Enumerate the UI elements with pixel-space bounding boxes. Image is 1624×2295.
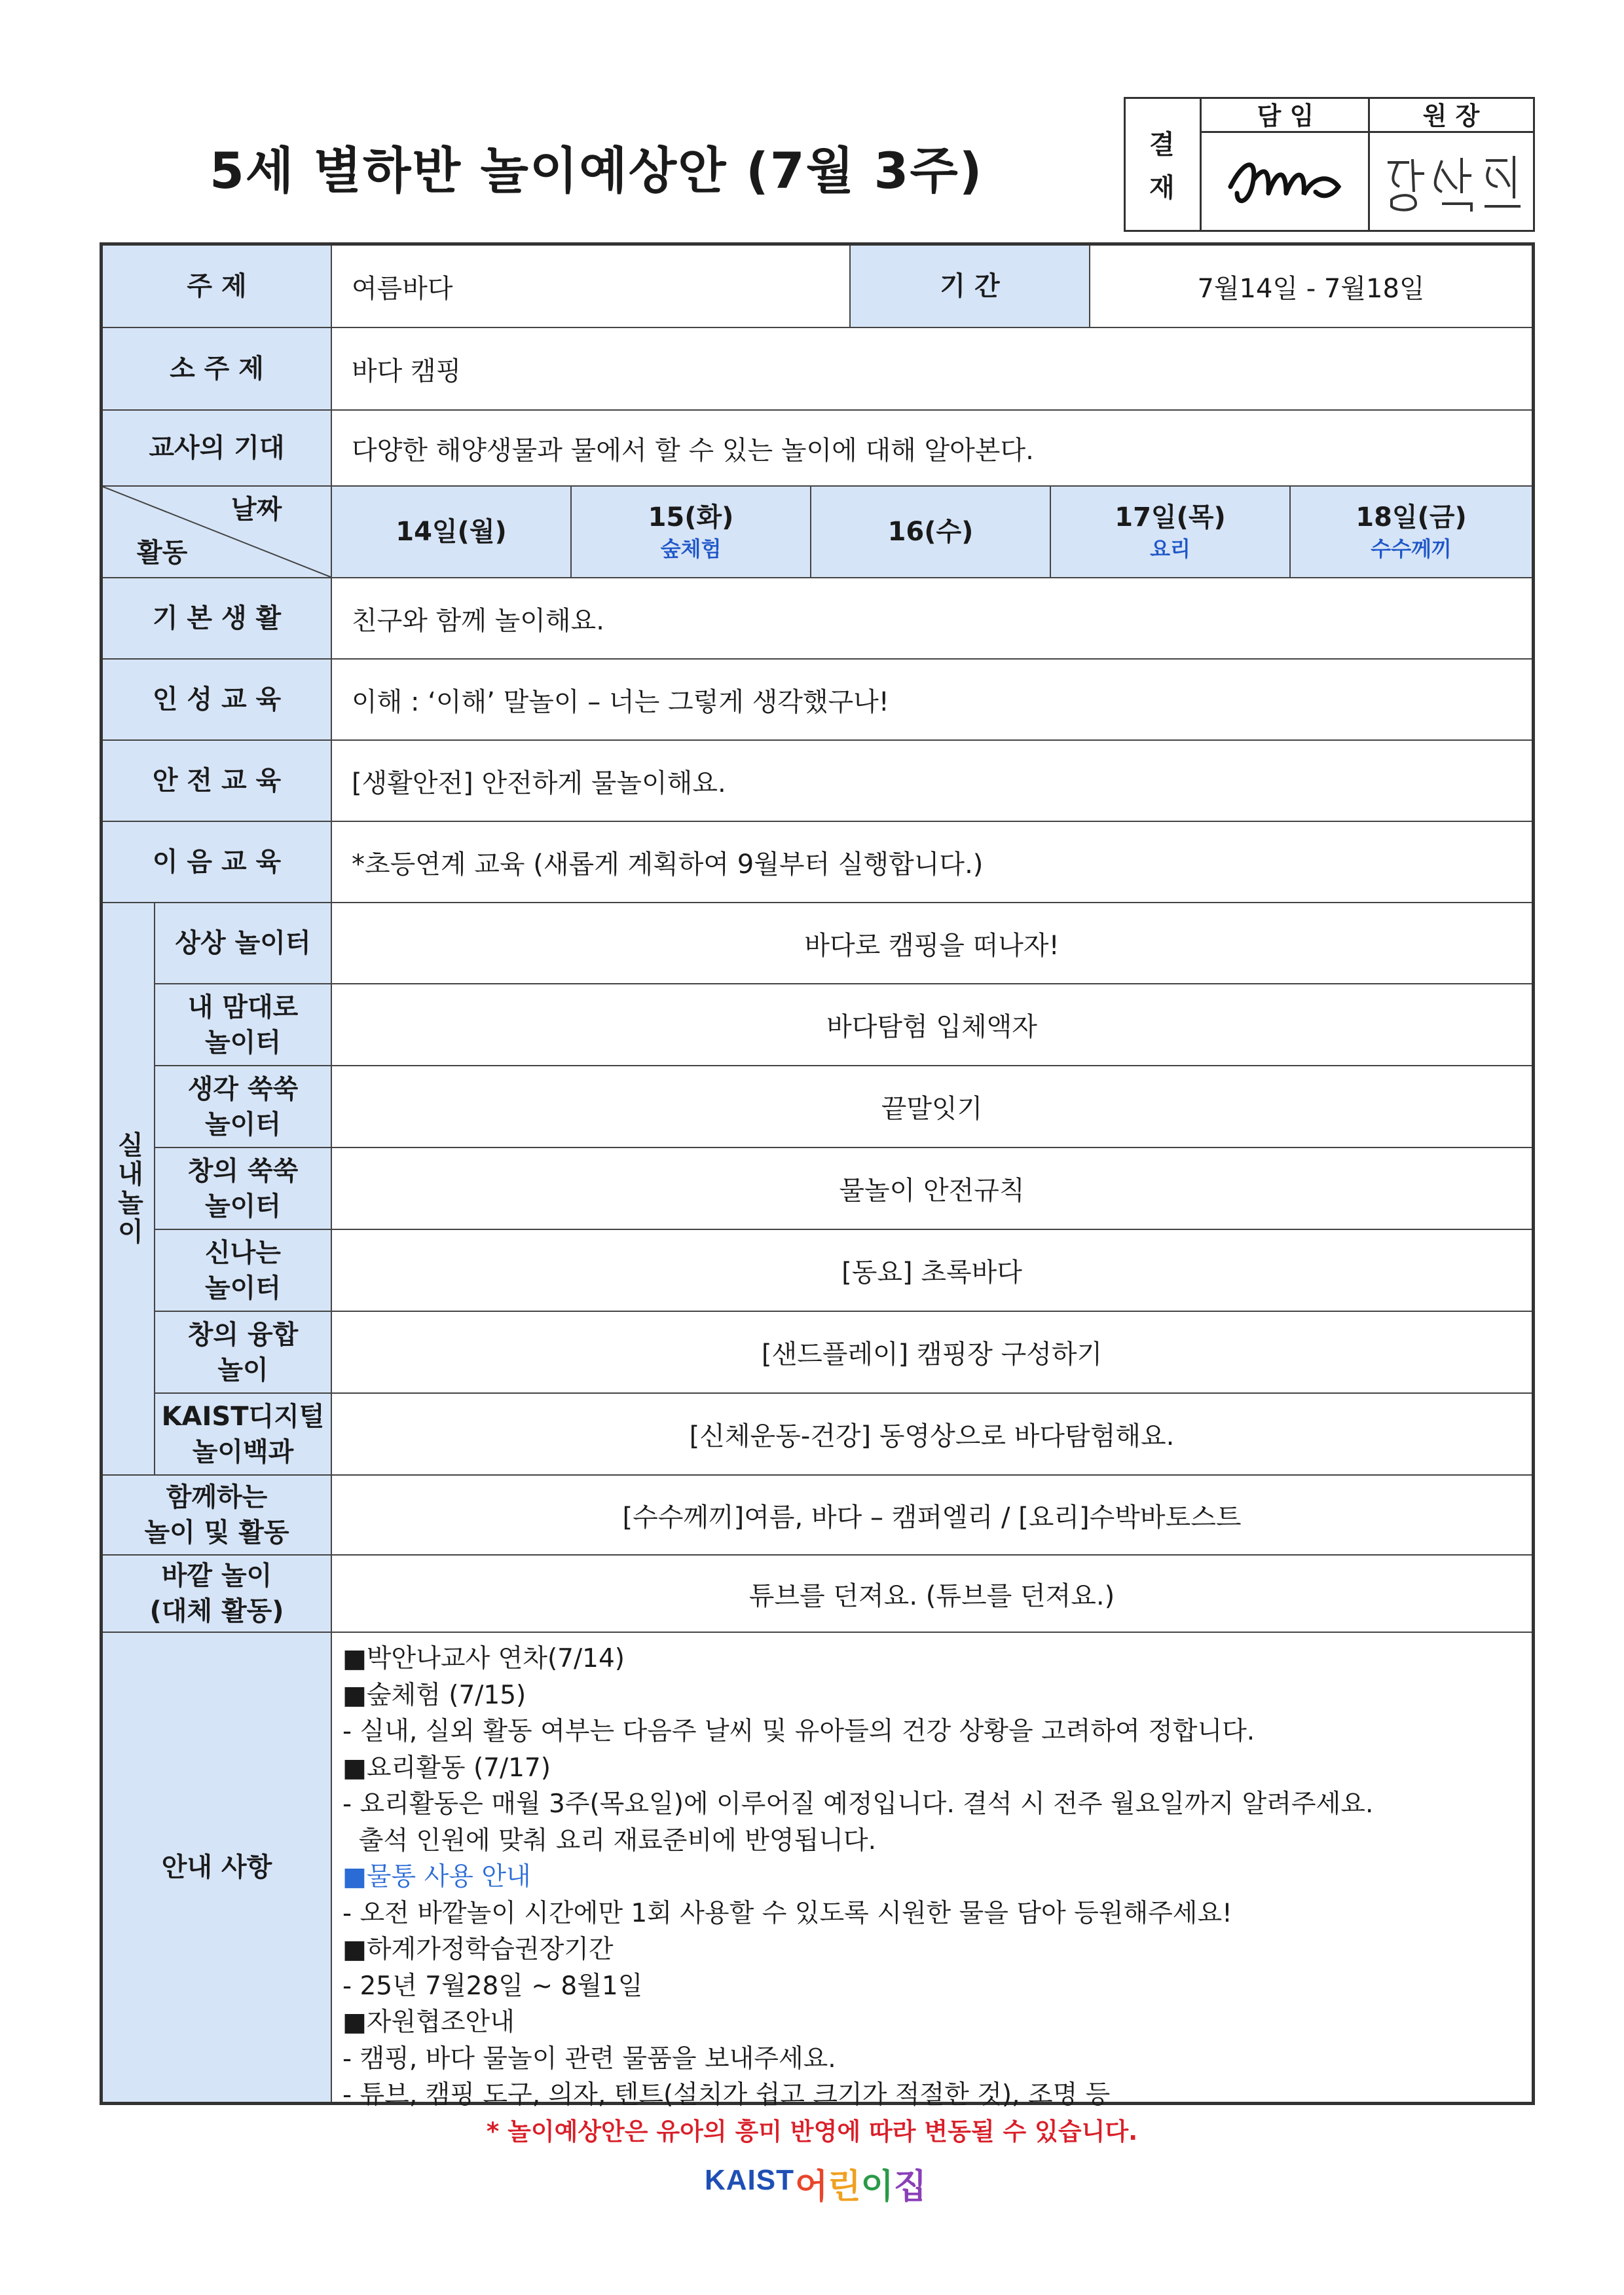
subtheme-value: 바다 캠핑	[332, 328, 1532, 411]
approval-label-top: 결	[1149, 130, 1175, 160]
fusion-play-value: [샌드플레이] 캠핑장 구성하기	[332, 1312, 1532, 1394]
day-fri	[1291, 487, 1532, 578]
together-value: [수수께끼]여름, 바다 – 캠퍼엘리 / [요리]수박바토스트	[332, 1476, 1532, 1556]
notice-line: - 튜브, 캠핑 도구, 의자, 텐트(설치가 쉽고 크기가 적절한 것), 조명 등	[342, 2080, 1111, 2110]
notice-line: ■숲체험 (7/15)	[342, 1680, 526, 1710]
creative-play-label: 창의 쑥쑥 놀이터	[155, 1148, 332, 1230]
approval-box	[1124, 97, 1535, 232]
subtheme-label: 소 주 제	[103, 328, 332, 411]
notice-line-highlight: ■물통 사용 안내	[342, 1862, 531, 1892]
notice-line: ■자원협조안내	[342, 2007, 515, 2037]
day-tue-label: 15(화)	[648, 502, 734, 533]
director-signature-icon	[1380, 146, 1527, 218]
date-label: 날짜	[231, 494, 282, 525]
safety-edu-label: 안 전 교 육	[103, 741, 332, 822]
together-label: 함께하는 놀이 및 활동	[103, 1476, 332, 1556]
free-play-value: 바다탐험 입체액자	[332, 984, 1532, 1066]
basic-life-label: 기 본 생 활	[103, 578, 332, 660]
day-mon	[332, 487, 572, 578]
imagination-play-label: 상상 놀이터	[155, 903, 332, 984]
notice-line: ■박안나교사 연차(7/14)	[342, 1644, 625, 1673]
imagination-play-value: 바다로 캠핑을 떠나자!	[332, 903, 1532, 984]
day-tue	[572, 487, 811, 578]
thinking-play-label: 생각 쑥쑥 놀이터	[155, 1066, 332, 1148]
basic-life-value: 친구와 함께 놀이해요.	[332, 578, 1532, 660]
notice-content	[332, 1633, 1532, 2110]
character-edu-label: 인 성 교 육	[103, 660, 332, 741]
day-mon-label: 14일(월)	[396, 517, 507, 547]
notice-label: 안내 사항	[103, 1633, 332, 2102]
notice-line: - 캠핑, 바다 물놀이 관련 물품을 보내주세요.	[342, 2043, 836, 2074]
homeroom-signature-icon	[1217, 141, 1355, 219]
bridge-edu-value: *초등연계 교육 (새롭게 계획하여 9월부터 실행합니다.)	[332, 822, 1532, 903]
notice-line: - 25년 7월28일 ~ 8월1일	[342, 1971, 643, 2001]
day-thu-label: 17일(목)	[1115, 502, 1226, 533]
expectation-value: 다양한 해양생물과 물에서 할 수 있는 놀이에 대해 알아본다.	[332, 411, 1532, 487]
outdoor-value: 튜브를 던져요. (튜브를 던져요.)	[332, 1556, 1532, 1633]
day-tue-event: 숲체험	[660, 536, 722, 562]
day-fri-label: 18일(금)	[1356, 502, 1467, 533]
day-wed-label: 16(수)	[887, 517, 974, 547]
notice-line: 출석 인원에 맞춰 요리 재료준비에 반영됩니다.	[342, 1825, 876, 1856]
thinking-play-value: 끝말잇기	[332, 1066, 1532, 1148]
outdoor-label: 바깥 놀이 (대체 활동)	[103, 1556, 332, 1633]
page-title: 5세 별하반 놀이예상안 (7월 3주)	[210, 141, 984, 200]
notice-line: - 오전 바깥놀이 시간에만 1회 사용할 수 있도록 시원한 물을 담아 등원해주세요!	[342, 1898, 1232, 1928]
approval-homeroom-header: 담 임	[1202, 99, 1369, 133]
approval-label-bottom: 재	[1149, 173, 1175, 203]
logo-brand: KAIST	[705, 2164, 794, 2196]
digital-play-label: KAIST디지털 놀이백과	[155, 1394, 332, 1476]
date-activity-header	[103, 487, 332, 578]
kaist-daycare-logo	[705, 2154, 927, 2206]
period-label: 기 간	[851, 246, 1090, 328]
approval-label	[1126, 99, 1202, 230]
safety-edu-value: [생활안전] 안전하게 물놀이해요.	[332, 741, 1532, 822]
character-edu-value: 이해 : ‘이해’ 말놀이 – 너는 그렇게 생각했구나!	[332, 660, 1532, 741]
bridge-edu-label: 이 음 교 육	[103, 822, 332, 903]
period-value: 7월14일 - 7월18일	[1090, 246, 1532, 328]
logo-name: 어린이집	[795, 2167, 927, 2207]
notice-line: - 실내, 실외 활동 여부는 다음주 날씨 및 유아들의 건강 상황을 고려하여 정합니다.	[342, 1717, 1255, 1746]
theme-label: 주 제	[103, 246, 332, 328]
activity-label: 활동	[137, 538, 188, 568]
digital-play-value: [신체운동-건강] 동영상으로 바다탐험해요.	[332, 1394, 1532, 1476]
notice-line: - 요리활동은 매월 3주(목요일)에 이루어질 예정입니다. 결석 시 전주 월요일까지 알려주세요.	[342, 1789, 1374, 1819]
theme-value: 여름바다	[332, 246, 851, 328]
day-wed	[811, 487, 1051, 578]
notice-line: ■요리활동 (7/17)	[342, 1753, 551, 1783]
fusion-play-label: 창의 융합 놀이	[155, 1312, 332, 1394]
indoor-play-label: 실내놀이	[103, 903, 155, 1476]
fun-play-label: 신나는 놀이터	[155, 1230, 332, 1312]
day-fri-event: 수수께끼	[1371, 536, 1452, 562]
notice-line: ■하계가정학습권장기간	[342, 1935, 614, 1964]
approval-director-header: 원 장	[1369, 99, 1533, 133]
footer-note: * 놀이예상안은 유아의 흥미 반영에 따라 변동될 수 있습니다.	[486, 2118, 1138, 2146]
day-thu-event: 요리	[1150, 536, 1190, 562]
plan-table	[100, 242, 1535, 2110]
free-play-label: 내 맘대로 놀이터	[155, 984, 332, 1066]
creative-play-value: 물놀이 안전규칙	[332, 1148, 1532, 1230]
day-thu	[1051, 487, 1291, 578]
fun-play-value: [동요] 초록바다	[332, 1230, 1532, 1312]
expectation-label: 교사의 기대	[103, 411, 332, 487]
